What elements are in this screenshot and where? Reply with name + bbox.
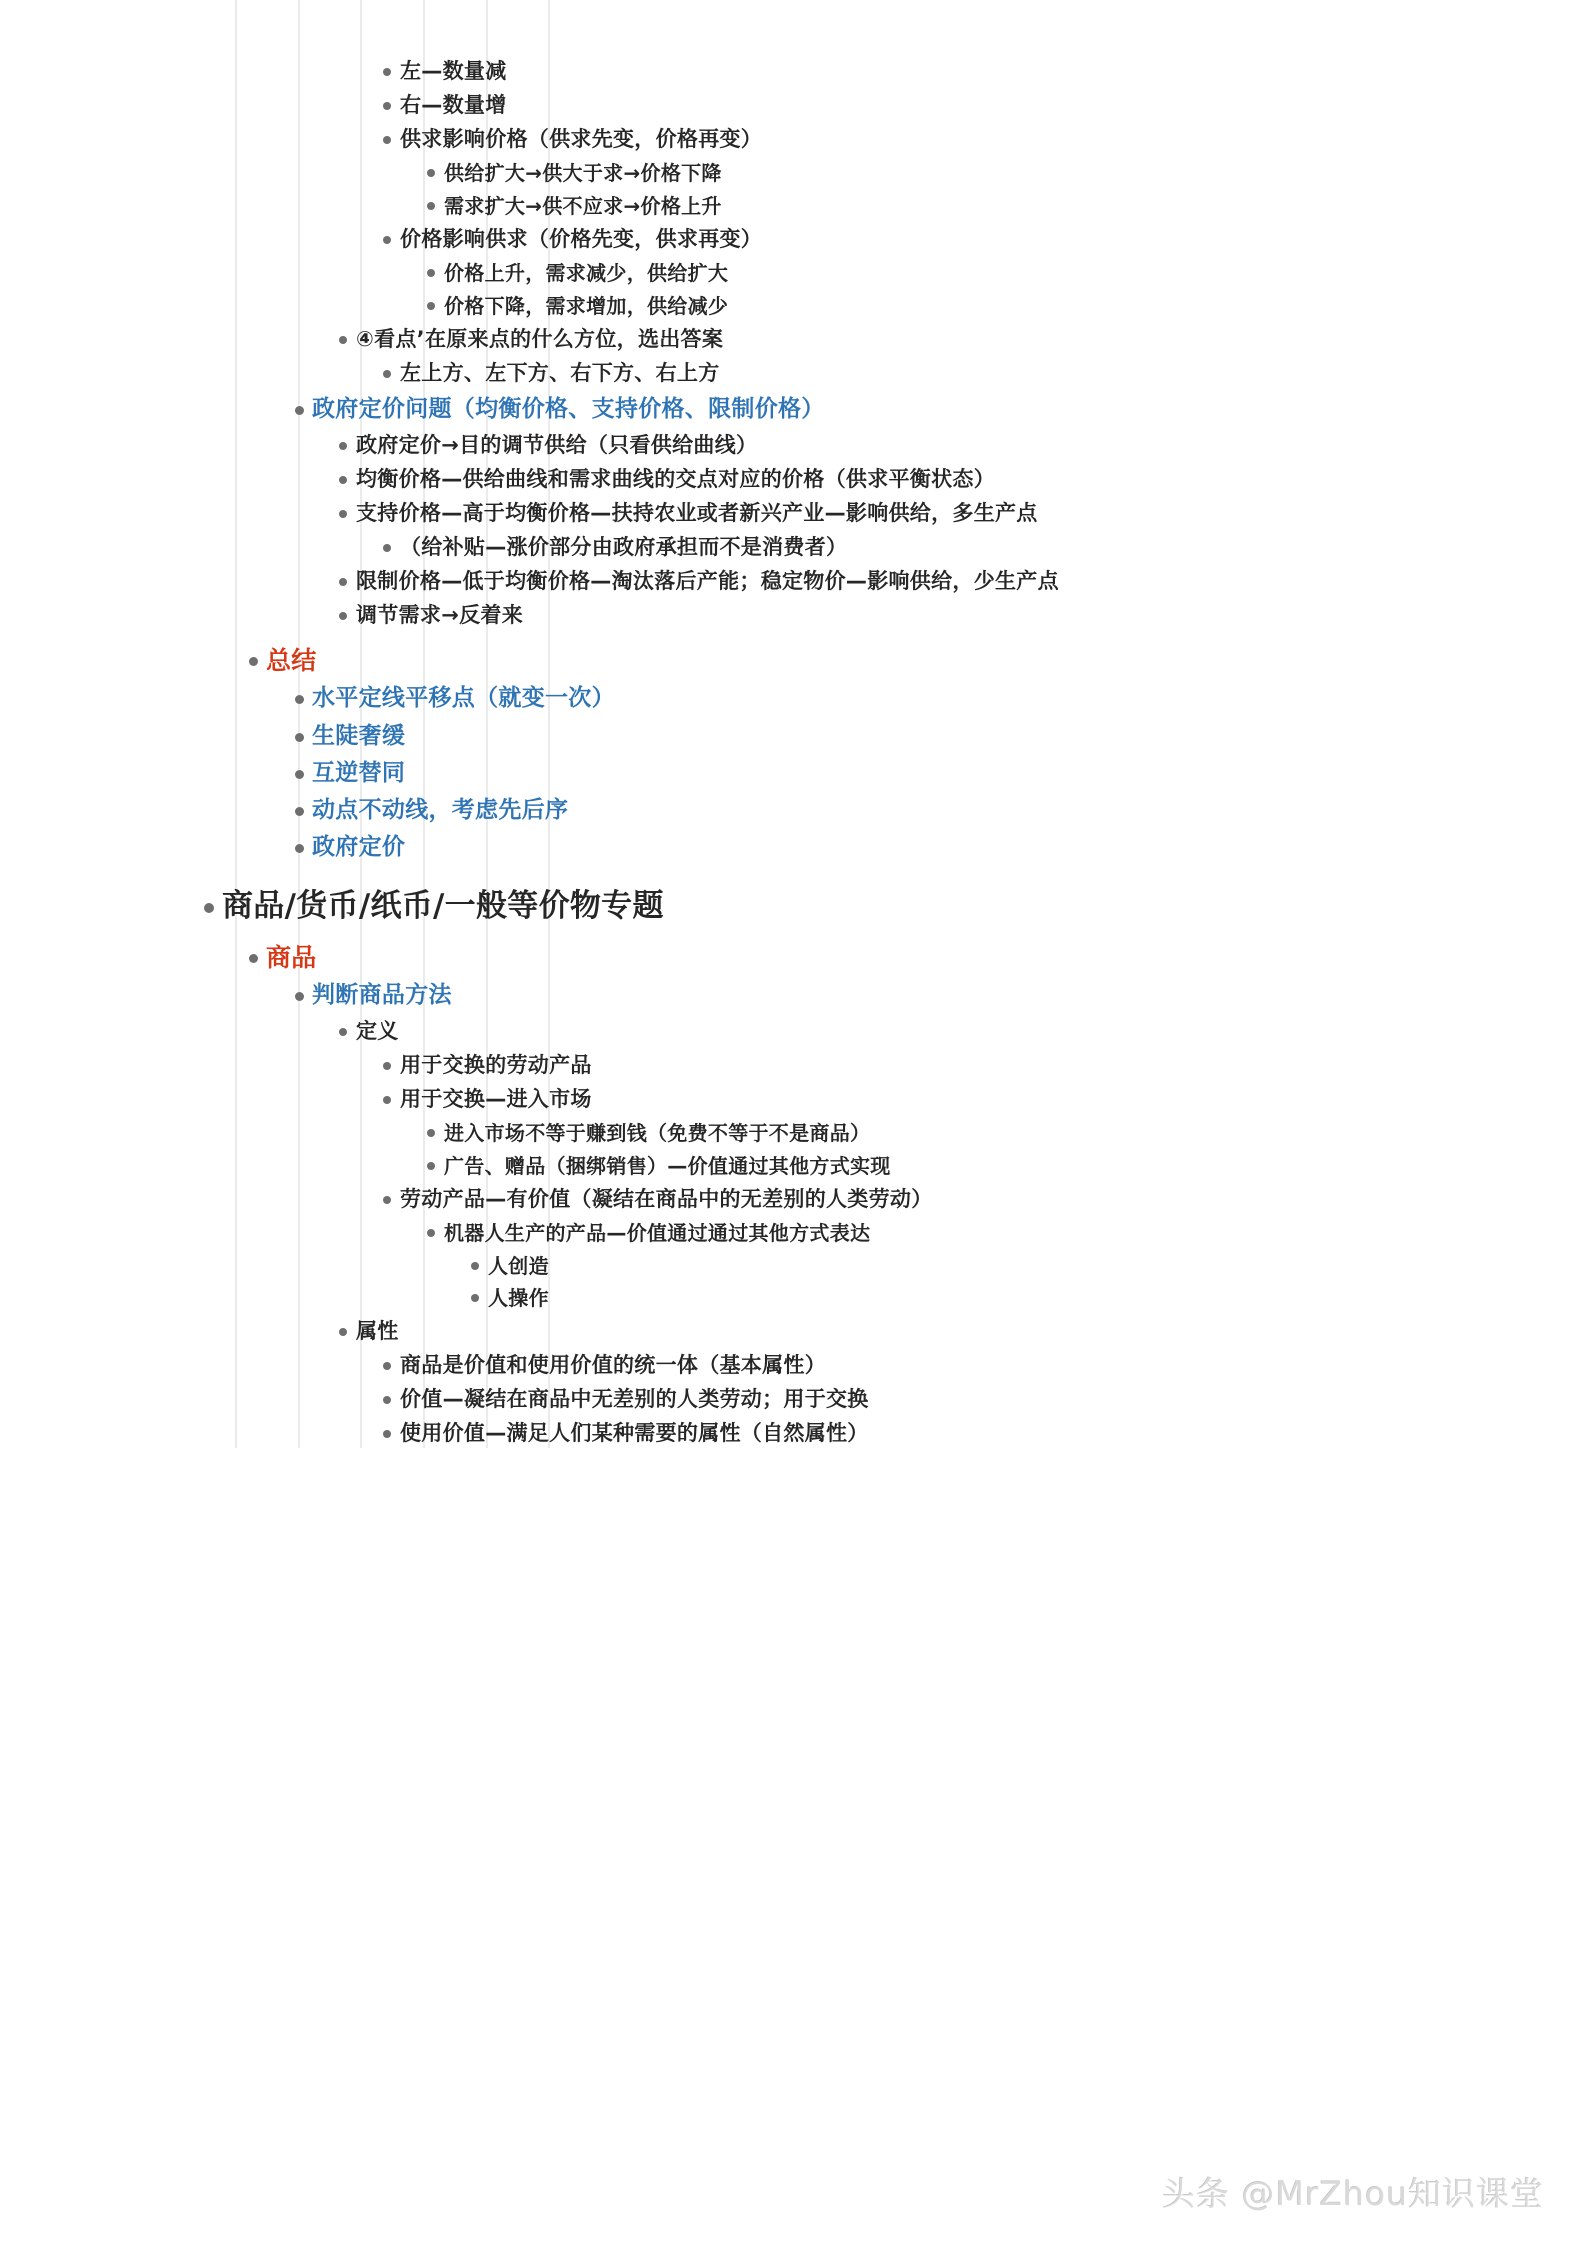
outline-node[interactable]: [0, 359, 1404, 388]
outline-node-label: 定义: [356, 1019, 399, 1044]
bullet-dot-icon: [418, 259, 444, 277]
outline-node-label: 右—数量增: [400, 92, 507, 117]
outline-node[interactable]: [0, 1119, 1408, 1147]
outline-node[interactable]: [0, 1051, 1404, 1080]
outline-node[interactable]: [0, 601, 1405, 630]
outline-node-label: 政府定价→目的调节供给（只看供给曲线）: [356, 433, 758, 458]
bullet-dot-icon: [418, 292, 444, 310]
outline-node-label: 劳动产品—有价值（凝结在商品中的无差别的人类劳动）: [400, 1187, 933, 1212]
outline-node[interactable]: [0, 225, 1404, 254]
bullet-dot-icon: [286, 721, 312, 742]
outline-node[interactable]: [0, 91, 1404, 120]
bullet-dot-icon: [374, 1185, 400, 1204]
outline-node[interactable]: [0, 325, 1405, 354]
outline-node-label: 进入市场不等于赚到钱（免费不等于不是商品）: [444, 1121, 871, 1146]
outline-node[interactable]: [0, 1017, 1405, 1046]
outline-node[interactable]: [0, 1385, 1404, 1414]
outline-node-label: 价格上升，需求减少，供给扩大: [444, 260, 729, 285]
bullet-dot-icon: [418, 159, 444, 177]
outline-node-label: 供求影响价格（供求先变，价格再变）: [400, 126, 763, 151]
outline-node-label: 机器人生产的产品—价值通过通过其他方式表达: [444, 1221, 871, 1246]
outline-node-label: 用于交换—进入市场: [400, 1087, 592, 1112]
bullet-dot-icon: [330, 325, 356, 344]
bullet-dot-icon: [418, 1219, 444, 1237]
outline-node[interactable]: [0, 159, 1408, 187]
watermark-label: 头条 @MrZhou知识课堂: [1161, 2174, 1544, 2213]
outline-node-label: 商品是价值和使用价值的统一体（基本属性）: [400, 1353, 826, 1378]
outline-node-label: ④看点’在原来点的什么方位，选出答案: [356, 326, 724, 351]
outline-node[interactable]: [0, 980, 1396, 1011]
outline-node[interactable]: [0, 758, 1396, 789]
outline-node-label: 价格影响供求（价格先变，供求再变）: [400, 226, 763, 251]
bullet-dot-icon: [330, 431, 356, 450]
outline-node[interactable]: [0, 683, 1396, 714]
outline-node-label: 均衡价格—供给曲线和需求曲线的交点对应的价格（供求平衡状态）: [356, 467, 995, 492]
outline-node[interactable]: [0, 832, 1396, 863]
outline-node-label: 动点不动线，考虑先后序: [312, 797, 569, 824]
bullet-dot-icon: [374, 359, 400, 378]
outline-node[interactable]: [0, 1185, 1404, 1214]
bullet-dot-icon: [374, 1385, 400, 1404]
outline-node-label: 用于交换的劳动产品: [400, 1053, 592, 1078]
outline-node[interactable]: [0, 394, 1396, 425]
outline-node[interactable]: [0, 259, 1408, 287]
outline-node-label: 判断商品方法: [312, 982, 452, 1009]
bullet-dot-icon: [418, 1119, 444, 1137]
bullet-dot-icon: [418, 192, 444, 210]
bullet-dot-icon: [462, 1252, 488, 1270]
bullet-dot-icon: [286, 980, 312, 1001]
bullet-dot-icon: [374, 1351, 400, 1370]
bullet-dot-icon: [240, 644, 266, 666]
bullet-dot-icon: [330, 1317, 356, 1336]
outline-node[interactable]: [0, 1152, 1408, 1180]
bullet-dot-icon: [462, 1284, 488, 1302]
outline-node-label: 政府定价问题（均衡价格、支持价格、限制价格）: [312, 395, 825, 422]
outline-node-label: 生陡奢缓: [312, 722, 406, 749]
outline-node[interactable]: [0, 1419, 1404, 1448]
bullet-dot-icon: [330, 1017, 356, 1036]
bullet-dot-icon: [374, 57, 400, 76]
outline-node-label: 价值—凝结在商品中无差别的人类劳动；用于交换: [400, 1387, 869, 1412]
bullet-dot-icon: [374, 1085, 400, 1104]
outline-node[interactable]: [0, 721, 1396, 752]
outline-node-label: 总结: [266, 645, 317, 675]
outline-node-label: 限制价格—低于均衡价格—淘汰落后产能；稳定物价—影响供给，少生产点: [356, 568, 1059, 593]
outline-node-label: 属性: [356, 1319, 399, 1344]
outline-node-label: 价格下降，需求增加，供给减少: [444, 293, 729, 318]
outline-node[interactable]: [0, 1085, 1404, 1114]
outline-node[interactable]: [0, 1351, 1404, 1380]
outline-node[interactable]: [0, 533, 1404, 562]
bullet-dot-icon: [374, 533, 400, 552]
outline-node-label: 左—数量减: [400, 59, 507, 83]
outline-node[interactable]: [0, 1284, 1412, 1312]
bullet-dot-icon: [286, 832, 312, 853]
outline-node[interactable]: [0, 431, 1405, 460]
bullet-dot-icon: [286, 758, 312, 779]
outline-node-label: 人创造: [488, 1254, 549, 1279]
outline-node-label: 使用价值—满足人们某种需要的属性（自然属性）: [400, 1421, 869, 1446]
outline-node-label: 商品: [266, 942, 317, 972]
outline-node[interactable]: [0, 795, 1396, 826]
bullet-dot-icon: [286, 683, 312, 704]
bullet-dot-icon: [330, 465, 356, 484]
outline-node[interactable]: [0, 192, 1408, 220]
outline-node-label: 政府定价: [312, 834, 406, 861]
outline-node[interactable]: [0, 1252, 1412, 1280]
outline-node-label: （给补贴—涨价部分由政府承担而不是消费者）: [400, 534, 848, 559]
bullet-dot-icon: [196, 886, 222, 913]
outline-node[interactable]: [0, 465, 1405, 494]
outline-node-label: 支持价格—高于均衡价格—扶持农业或者新兴产业—影响供给，多生产点: [356, 501, 1038, 526]
outline-node[interactable]: [0, 567, 1405, 596]
outline-node[interactable]: [0, 1317, 1405, 1346]
bullet-dot-icon: [374, 125, 400, 144]
outline-node[interactable]: [0, 57, 1404, 86]
outline-node-label: 调节需求→反着来: [356, 602, 523, 627]
bullet-dot-icon: [374, 225, 400, 244]
bullet-dot-icon: [286, 795, 312, 816]
outline-node-label: 需求扩大→供不应求→价格上升: [444, 193, 722, 218]
bullet-dot-icon: [330, 567, 356, 586]
bullet-dot-icon: [374, 91, 400, 110]
outline-node[interactable]: [0, 292, 1408, 320]
bullet-dot-icon: [330, 499, 356, 518]
outline-node[interactable]: [0, 1219, 1408, 1247]
bullet-dot-icon: [374, 1051, 400, 1070]
bullet-dot-icon: [330, 601, 356, 620]
outline-node-label: 商品/货币/纸币/一般等价物专题: [222, 887, 664, 924]
outline-node-label: 互逆替同: [312, 759, 406, 786]
outline-node-label: 供给扩大→供大于求→价格下降: [444, 160, 722, 185]
outline-node-label: 左上方、左下方、右下方、右上方: [400, 360, 720, 385]
outline-node[interactable]: [0, 886, 1376, 927]
bullet-dot-icon: [374, 1419, 400, 1438]
outline-node[interactable]: [0, 125, 1404, 154]
bullet-dot-icon: [418, 1152, 444, 1170]
outline-node-label: 广告、赠品（捆绑销售）—价值通过其他方式实现: [444, 1154, 891, 1179]
outline-node[interactable]: [0, 644, 1380, 678]
outline-node[interactable]: [0, 499, 1405, 528]
bullet-dot-icon: [240, 941, 266, 963]
outline-node-label: 水平定线平移点（就变一次）: [312, 685, 615, 712]
outline-node-label: 人操作: [488, 1286, 549, 1311]
bullet-dot-icon: [286, 394, 312, 415]
outline-node[interactable]: [0, 941, 1380, 975]
